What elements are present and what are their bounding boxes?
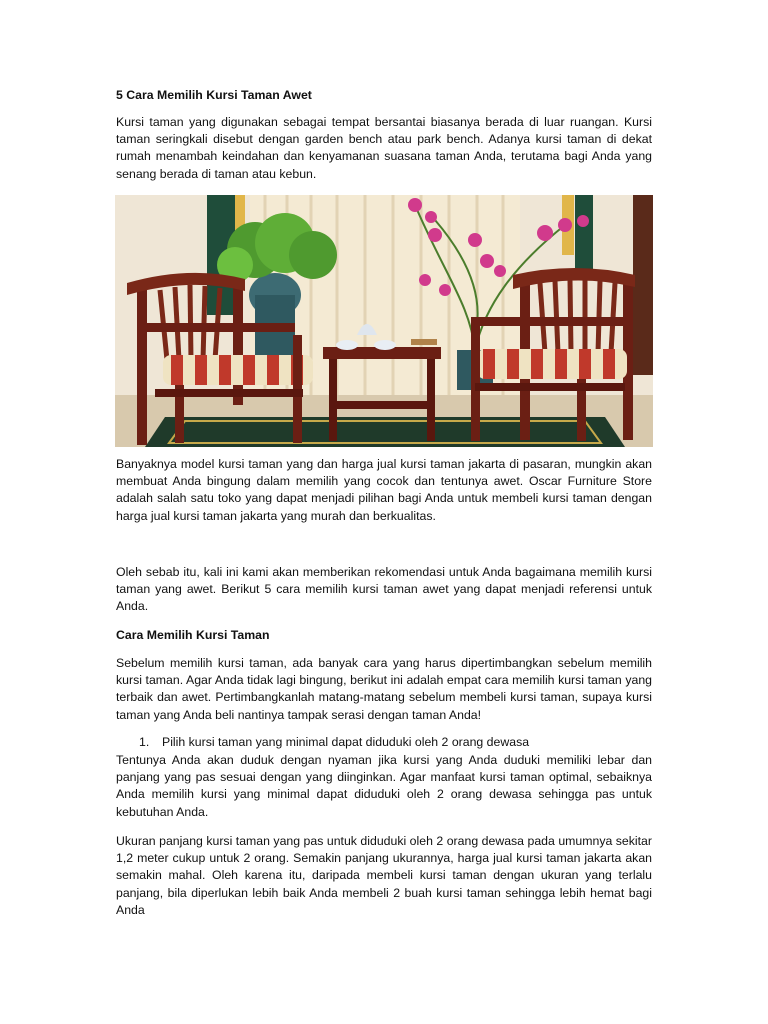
garden-chairs-photo bbox=[115, 195, 653, 447]
document-title: 5 Cara Memilih Kursi Taman Awet bbox=[116, 88, 312, 102]
paragraph-4: Sebelum memilih kursi taman, ada banyak cara yang harus dipertimbangkan sebelum memilih kursi taman. Agar Anda tidak lagi bingung, berikut ini adalah empat cara memilih kursi taman yang terbaik dan awet. Pertimbangkanlah matang-matang sebelum membeli kursi taman, supaya kursi taman yang Anda beli nantinya tampak serasi dengan taman Anda! bbox=[116, 656, 652, 722]
chairs-illustration bbox=[115, 195, 653, 447]
paragraph-3: Oleh sebab itu, kali ini kami akan memberikan rekomendasi untuk Anda bagaimana memilih kursi taman yang awet. Berikut 5 cara memilih kursi taman awet yang dapat menjadi referensi untuk Anda. bbox=[116, 565, 652, 614]
paragraph-2: Banyaknya model kursi taman yang dan harga jual kursi taman jakarta di pasaran, mungkin akan membuat Anda bingung dalam memilih yang cocok dan tentunya awet. Oscar Furniture Store adalah salah satu toko yang dapat menjadi pilihan bagi Anda untuk membeli kursi taman dengan harga jual kursi taman jakarta yang murah dan berkualitas. bbox=[116, 457, 652, 523]
list-item-text: Pilih kursi taman yang minimal dapat diduduki oleh 2 orang dewasa bbox=[162, 735, 530, 749]
subheading: Cara Memilih Kursi Taman bbox=[116, 628, 270, 642]
paragraph-5: Tentunya Anda akan duduk dengan nyaman jika kursi yang Anda duduki memiliki lebar dan panjang yang pas sesuai dengan yang diinginkan. Agar manfaat kursi taman optimal, sebaiknya Anda memilih kursi yang minimal dapat diduduki oleh 2 orang dewasa sehingga pas untuk kebutuhan Anda. bbox=[116, 753, 652, 819]
paragraph-6: Ukuran panjang kursi taman yang pas untuk diduduki oleh 2 orang dewasa pada umumnya sekitar 1,2 meter cukup untuk 2 orang. Semakin panjang ukurannya, harga jual kursi taman jakarta akan semakin mahal. Oleh karena itu, daripada membeli kursi taman dengan ukuran yang terlalu panjang, bila diperlukan lebih baik Anda membeli 2 buah kursi taman sehingga lebih hemat bagi Anda bbox=[116, 834, 652, 917]
list-item-number: 1. bbox=[139, 735, 150, 749]
intro-paragraph: Kursi taman yang digunakan sebagai tempat bersantai biasanya berada di luar ruangan. Kursi taman seringkali disebut dengan garden bench atau park bench. Adanya kursi taman di dekat rumah menambah keindahan dan kenyamanan suasana taman Anda, terutama bagi Anda yang senang berada di taman atau kebun. bbox=[116, 115, 652, 181]
